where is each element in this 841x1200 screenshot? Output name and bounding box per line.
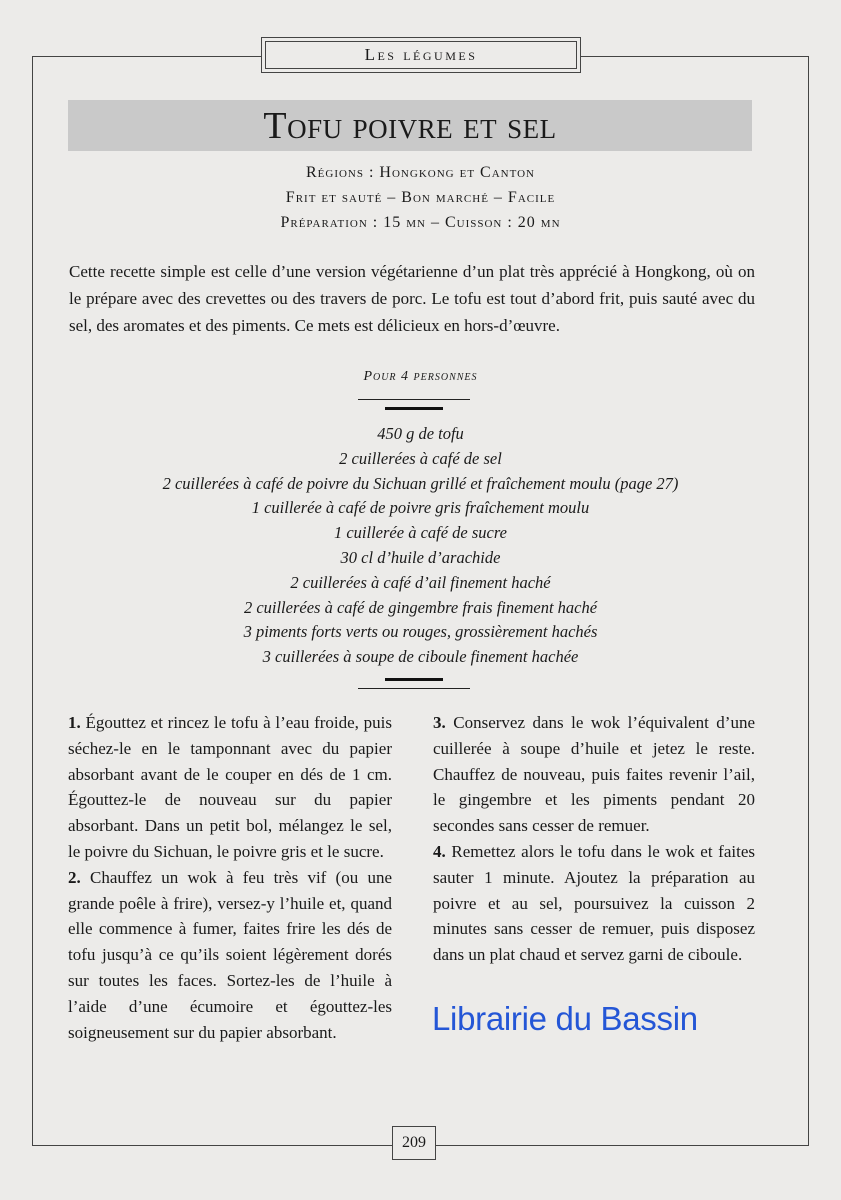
meta-regions: Régions : Hongkong et Canton [305,164,536,181]
steps-column-right [433,710,755,968]
step-4 [433,839,755,968]
step-text: Égouttez et rincez le tofu à l’eau froide, puis séchez-le en le tamponnant avec du papier absorbant avant de le couper en dés de 1 cm. Égouttez-le de nouveau sur du papier absorbant. Dans un petit bol, mélangez le sel, le poivre du Sichuan, le poivre gris et le sucre. [68,713,392,861]
ingredient-list [0,422,841,670]
step-text: Remettez alors le tofu dans le wok et faites sauter 1 minute. Ajoutez la préparation au poivre et au sel, poursuivez la cuisson 2 minutes sans cesser de remuer, puis disposez dans un plat chaud et servez garni de ciboule. [433,841,755,965]
step-number: 1. [68,713,81,732]
step-2 [68,865,392,1046]
ingredient-item: 2 cuillerées à café de gingembre frais finement haché [243,597,598,617]
page-number: 209 [392,1126,436,1160]
divider-thin-top [358,399,470,400]
intro-paragraph: Cette recette simple est celle d’une version végétarienne d’un plat très apprécié à Hongkong, où on le prépare avec des crevettes ou des travers de porc. Le tofu est tout d’abord frit, puis sauté avec du sel, des aromates et des piments. Ce mets est délicieux en hors-d’œuvre. [69,262,755,335]
step-text: Conservez dans le wok l’équivalent d’une cuillerée à soupe d’huile et jetez le reste. Chauffez de nouveau, puis faites revenir l’ail, le gingembre et les piments pendant 20 secondes sans cesser de remuer. [433,713,755,836]
meta-technique: Frit et sauté – Bon marché – Facile [285,189,556,206]
ingredient-item: 1 cuillerée à café de poivre gris fraîchement moulu [251,498,590,518]
divider-thick-bottom [385,678,443,681]
divider-thick-top [385,407,443,410]
ingredient-item: 2 cuillerées à café d’ail finement haché [290,572,551,592]
watermark: Librairie du Bassin [432,1000,698,1037]
meta-timing: Préparation : 15 mn – Cuisson : 20 mn [280,214,561,231]
steps-column-left [68,710,392,1045]
recipe-title: Tofu poivre et sel [263,104,557,147]
ingredient-item: 3 piments forts verts ou rouges, grossièrement hachés [243,622,598,642]
ingredient-item: 450 g de tofu [377,424,464,443]
step-number: 2. [68,867,81,887]
step-number: 3. [433,713,446,732]
section-header [261,37,581,73]
step-1 [68,710,392,865]
ingredient-item: 2 cuillerées à café de poivre du Sichuan grillé et fraîchement moulu (page 27) [162,473,679,493]
ingredient-item: 1 cuillerée à café de sucre [333,523,508,543]
step-3 [433,710,755,839]
divider-thin-bottom [358,688,470,689]
servings: Pour 4 personnes [363,369,478,384]
step-text: Chauffez un wok à feu très vif (ou une grande poêle à frire), versez-y l’huile et, quand elle commence à fumer, faites frire les dés de tofu jusqu’à ce qu’ils soient légèrement dorés sur toutes les faces. Sortez-les de l’huile à l’aide d’une écumoire et égouttez-les soigneusement sur du papier absorbant. [68,867,393,1042]
ingredient-item: 30 cl d’huile d’arachide [340,547,501,567]
title-band [68,100,752,151]
ingredient-item: 3 cuillerées à soupe de ciboule finement hachée [262,647,579,667]
section-title: Les légumes [364,45,478,64]
step-number: 4. [433,841,446,861]
ingredient-item: 2 cuillerées à café de sel [339,448,502,468]
